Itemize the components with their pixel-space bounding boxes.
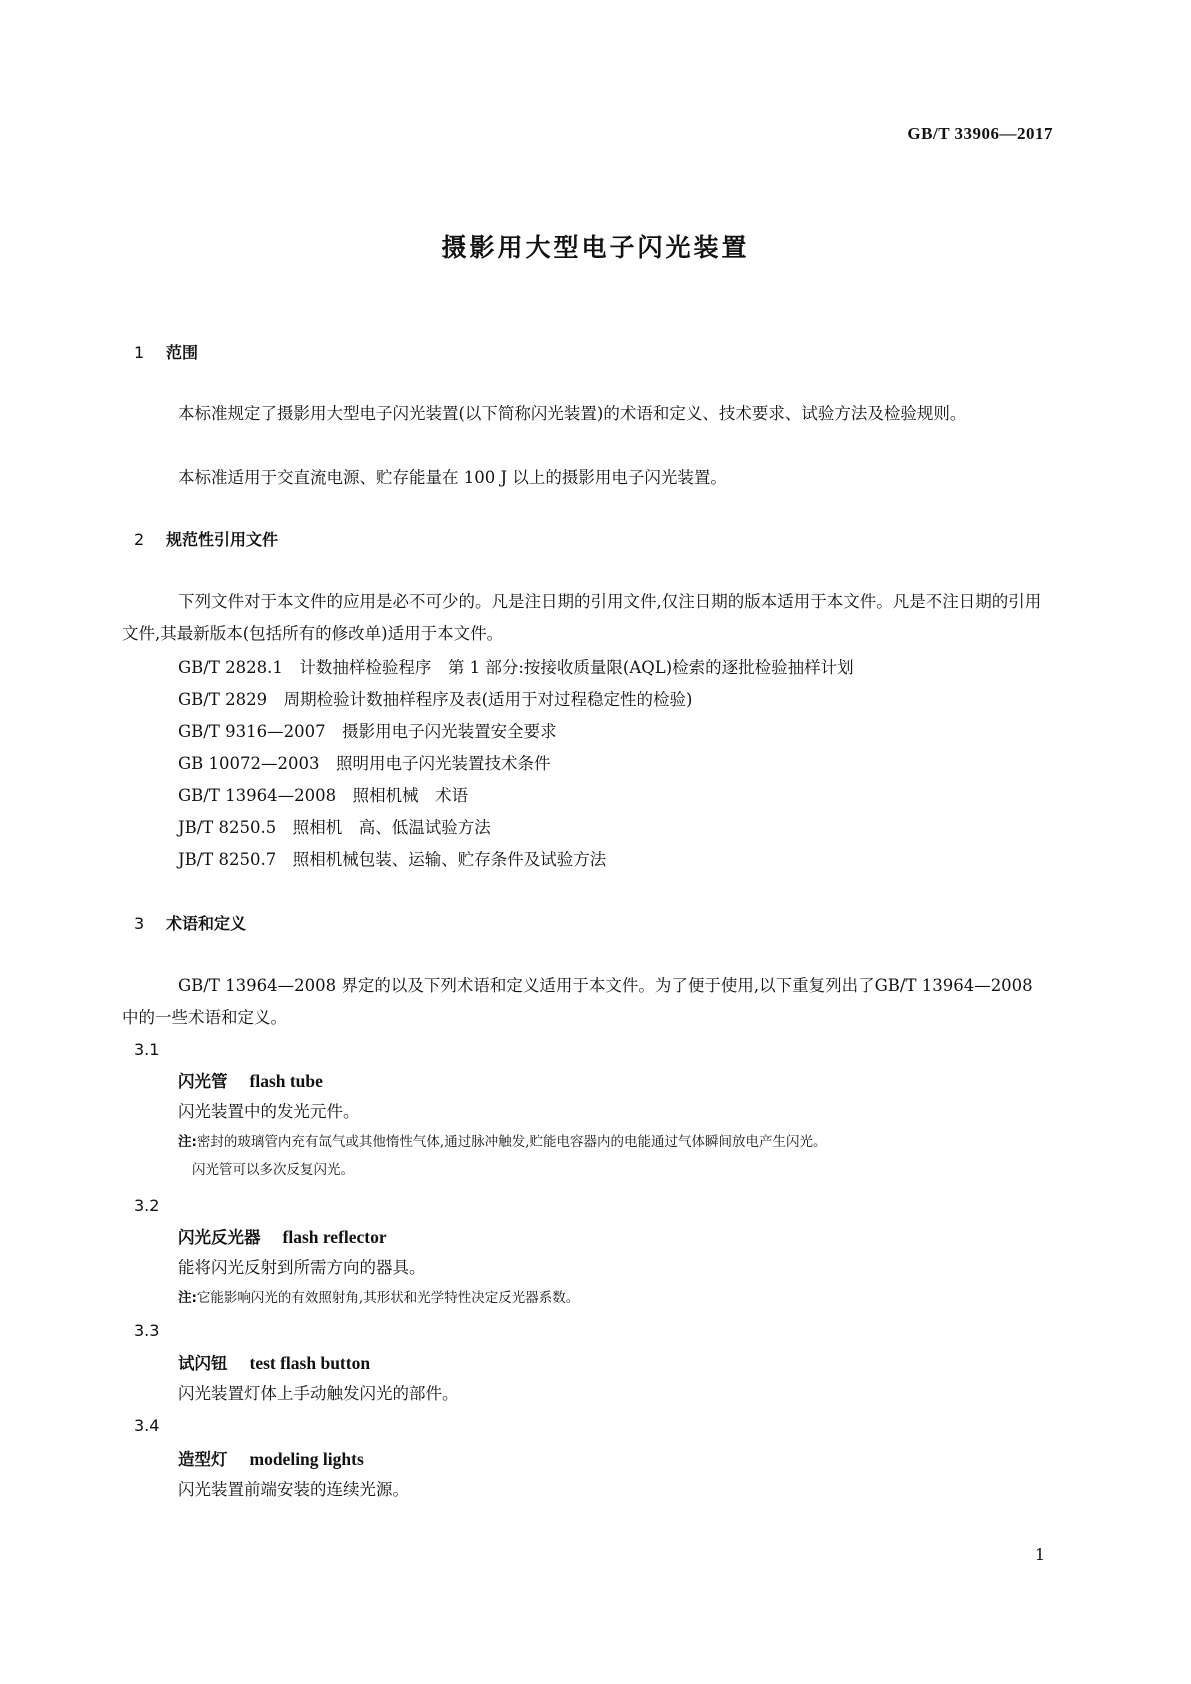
reference-item: GB/T 2829 周期检验计数抽样程序及表(适用于对过程稳定性的检验) bbox=[178, 690, 693, 709]
term-note bbox=[178, 1128, 1078, 1184]
term-en: test flash button bbox=[249, 1353, 371, 1373]
section-1-heading bbox=[134, 340, 198, 363]
page-number: 1 bbox=[1034, 1545, 1045, 1564]
note-label: 注: bbox=[178, 1134, 197, 1150]
term-en: flash tube bbox=[249, 1071, 323, 1091]
note-text: 密封的玻璃管内充有氙气或其他惰性气体,通过脉冲触发,贮能电容器内的电能通过气体瞬间放电产生闪光。 bbox=[196, 1134, 827, 1150]
term-en: flash reflector bbox=[282, 1227, 387, 1247]
reference-item: GB/T 13964—2008 照相机械 术语 bbox=[178, 786, 469, 805]
section-2-paragraph-1: 下列文件对于本文件的应用是必不可少的。凡是注日期的引用文件,仅注日期的版本适用于本文件。凡是不注日期的引用文件,其最新版本(包括所有的修改单)适用于本文件。 bbox=[122, 592, 1042, 643]
term-heading bbox=[178, 1224, 387, 1248]
reference-item: JB/T 8250.5 照相机 高、低温试验方法 bbox=[178, 818, 491, 837]
term-definition: 闪光装置中的发光元件。 bbox=[178, 1102, 360, 1121]
section-1-paragraph-2: 本标准适用于交直流电源、贮存能量在 100 J 以上的摄影用电子闪光装置。 bbox=[178, 468, 727, 487]
term-heading bbox=[178, 1446, 364, 1470]
section-1-paragraph-1: 本标准规定了摄影用大型电子闪光装置(以下简称闪光装置)的术语和定义、技术要求、试验方法及检验规则。 bbox=[178, 404, 967, 423]
reference-item: GB/T 2828.1 计数抽样检验程序 第 1 部分:按接收质量限(AQL)检索的逐批检验抽样计划 bbox=[178, 658, 854, 677]
term-definition: 闪光装置灯体上手动触发闪光的部件。 bbox=[178, 1384, 459, 1403]
page-title: 摄影用大型电子闪光装置 bbox=[441, 233, 750, 262]
term-definition: 闪光装置前端安装的连续光源。 bbox=[178, 1480, 409, 1499]
note-text-continued: 闪光管可以多次反复闪光。 bbox=[192, 1162, 354, 1178]
standard-code: GB/T 33906—2017 bbox=[907, 124, 1053, 143]
section-title: 范围 bbox=[166, 343, 199, 362]
term-note bbox=[178, 1284, 1078, 1312]
term-number: 3.2 bbox=[134, 1196, 160, 1215]
term-zh: 闪光管 bbox=[178, 1072, 228, 1091]
note-label: 注: bbox=[178, 1290, 197, 1306]
section-title: 术语和定义 bbox=[166, 914, 247, 933]
note-text: 它能影响闪光的有效照射角,其形状和光学特性决定反光器系数。 bbox=[196, 1290, 580, 1306]
term-zh: 闪光反光器 bbox=[178, 1228, 261, 1247]
term-definition: 能将闪光反射到所需方向的器具。 bbox=[178, 1258, 426, 1277]
term-number: 3.4 bbox=[134, 1416, 160, 1435]
section-2-heading bbox=[134, 527, 278, 550]
reference-item: JB/T 8250.7 照相机械包装、运输、贮存条件及试验方法 bbox=[178, 850, 607, 869]
term-zh: 试闪钮 bbox=[178, 1354, 228, 1373]
reference-item: GB/T 9316—2007 摄影用电子闪光装置安全要求 bbox=[178, 722, 557, 741]
term-zh: 造型灯 bbox=[178, 1450, 228, 1469]
section-number: 2 bbox=[134, 530, 145, 549]
term-number: 3.3 bbox=[134, 1321, 160, 1340]
section-title: 规范性引用文件 bbox=[166, 530, 279, 549]
reference-item: GB 10072—2003 照明用电子闪光装置技术条件 bbox=[178, 754, 551, 773]
term-heading bbox=[178, 1068, 323, 1092]
section-3-paragraph-1: GB/T 13964—2008 界定的以及下列术语和定义适用于本文件。为了便于使用,以下重复列出了GB/T 13964—2008 中的一些术语和定义。 bbox=[122, 976, 1033, 1027]
section-number: 1 bbox=[134, 343, 145, 362]
term-heading bbox=[178, 1350, 370, 1374]
term-en: modeling lights bbox=[249, 1449, 364, 1469]
term-number: 3.1 bbox=[134, 1040, 160, 1059]
section-3-heading bbox=[134, 911, 246, 934]
section-number: 3 bbox=[134, 914, 145, 933]
